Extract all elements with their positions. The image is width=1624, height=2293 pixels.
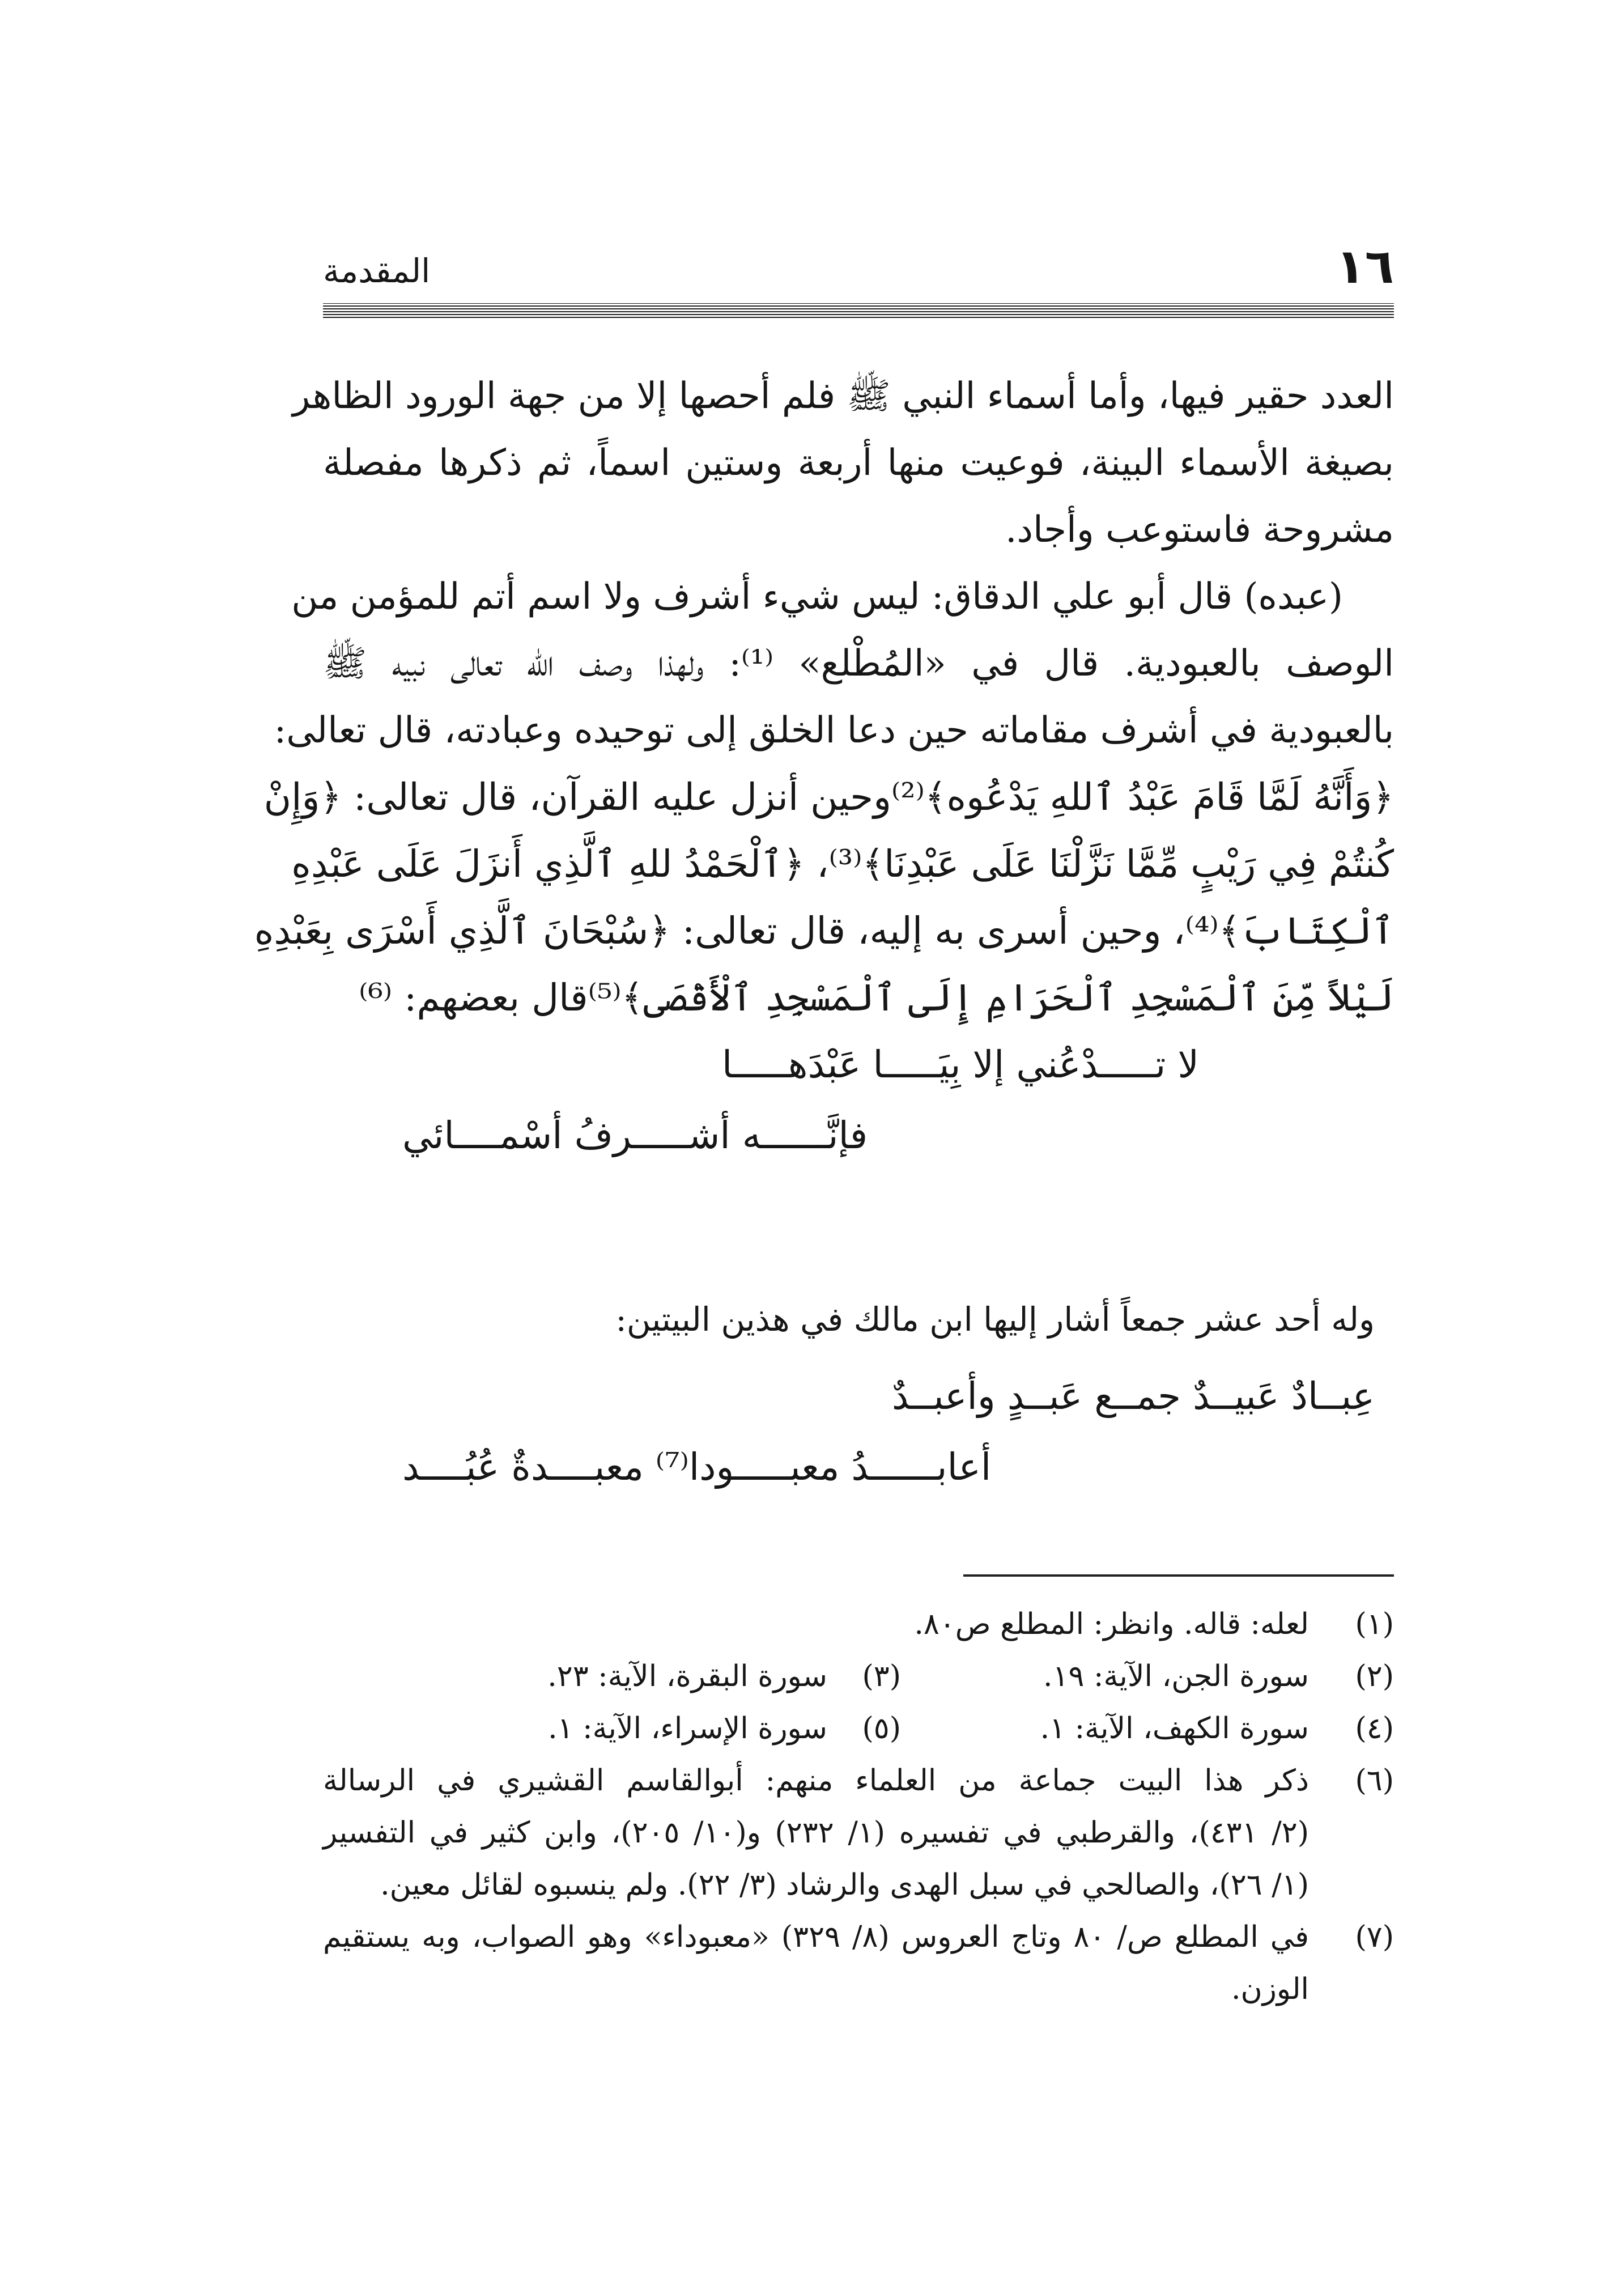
footnote-text: سورة البقرة، الآية: ٢٣.	[547, 1659, 827, 1693]
verse-1-line-1: لا تـــــدْعُني إلا بِيَـــــا عَبْدَهـــــا	[721, 1043, 1199, 1086]
footnote-text: ذكر هذا البيت جماعة من العلماء منهم: أبوالقاسم القشيري في الرسالة	[323, 1764, 1309, 1798]
footnote-6-cont	[323, 1859, 1394, 1911]
running-title: المقدمة	[323, 252, 431, 290]
footnotes	[323, 1598, 1394, 2015]
page-header	[323, 235, 1394, 298]
verse-2-line-1: عِبــادٌ عَبيــدٌ جمــع عَبــدٍ وأعبــدٌ	[891, 1374, 1375, 1418]
quran-line: لَيْلاً مِّنَ ٱلْمَسْجِدِ ٱلْحَرَامِ إِلَى ٱلْمَسْجِدِ ٱلْأَقْصَى﴾⁽⁵⁾قال بعضهم: ⁽⁶⁾	[359, 976, 1394, 1020]
body-text	[254, 363, 1395, 1031]
footnote-4-5	[323, 1702, 1394, 1755]
quran-line: ﴿وَأَنَّهُ لَمَّا قَامَ عَبْدُ ٱللهِ يَدْعُوه﴾⁽²⁾وحين أنزل عليه القرآن، قال تعالى: ﴿وَإِنْ	[263, 775, 1394, 819]
footnote-number: (٧)	[1355, 1920, 1394, 1954]
header-rule	[323, 303, 1394, 318]
footnote-text: (٢/ ٤٣١)، والقرطبي في تفسيره (١/ ٢٣٢) و(١٠/ ٢٠٥)، وابن كثير في التفسير	[323, 1816, 1309, 1850]
verse-2-line-2: أعابــــــدُ معبـــــودا⁽⁷⁾ معبــــدةٌ عُبُــــد	[402, 1445, 992, 1489]
page-number: ١٦	[1336, 239, 1394, 294]
verse-intro-line: وله أحد عشر جمعاً أشار إليها ابن مالك في هذين البيتين:	[615, 1300, 1375, 1339]
footnote-number: (٦)	[1355, 1764, 1394, 1798]
footnote-number: (٣)	[862, 1659, 901, 1693]
footnote-text: سورة الجن، الآية: ١٩.	[1043, 1659, 1309, 1693]
footnote-text: سورة الإسراء، الآية: ١.	[548, 1712, 827, 1746]
footnote-text: لعله: قاله. وانظر: المطلع ص٨٠.	[914, 1607, 1309, 1641]
footnote-1	[323, 1598, 1394, 1650]
footnote-6	[323, 1755, 1394, 1807]
footnote-text: الوزن.	[1231, 1972, 1309, 2006]
quran-line: ٱلْكِتَابَ﴾⁽⁴⁾، وحين أسرى به إليه، قال تعالى: ﴿سُبْحَانَ ٱلَّذِي أَسْرَى بِعَبْدِهِ	[254, 909, 1394, 953]
body-line: الوصف بالعبودية. قال في «المُطْلع» ⁽¹⁾: ولهذا وصف الله تعالى نبيه ﷺ	[323, 643, 1395, 685]
footnote-separator	[963, 1574, 1394, 1577]
body-line: بصيغة الأسماء البينة، فوعيت منها أربعة وستين اسماً، ثم ذكرها مفصلة	[323, 442, 1394, 484]
footnote-text: (١/ ٢٦)، والصالحي في سبل الهدى والرشاد (٣/ ٢٢). ولم ينسبوه لقائل معين.	[380, 1868, 1309, 1902]
body-line: مشروحة فاستوعب وأجاد.	[1005, 509, 1394, 551]
footnote-6-cont	[323, 1807, 1394, 1859]
body-line: العدد حقير فيها، وأما أسماء النبي ﷺ فلم أحصها إلا من جهة الورود الظاهر	[292, 375, 1394, 417]
body-line: (عبده) قال أبو علي الدقاق: ليس شيء أشرف ولا اسم أتم للمؤمن من	[291, 576, 1343, 618]
quran-line: كُنتُمْ فِي رَيْبٍ مِّمَّا نَزَّلْنَا عَلَى عَبْدِنَا﴾⁽³⁾، ﴿ٱلْحَمْدُ للهِ ٱلَّذِي أَنزَلَ عَلَى عَبْدِهِ	[291, 842, 1394, 886]
footnote-number: (٥)	[862, 1712, 901, 1746]
footnote-2-3	[323, 1650, 1394, 1702]
body-line: بالعبودية في أشرف مقاماته حين دعا الخلق إلى توحيده وعبادته، قال تعالى:	[274, 710, 1394, 751]
footnote-text: في المطلع ص/ ٨٠ وتاج العروس (٨/ ٣٢٩) «معبوداء» وهو الصواب، وبه يستقيم	[323, 1920, 1310, 1954]
verse-1-line-2: فإنَّــــــه أشـــــرفُ أسْمــــائي	[402, 1114, 868, 1157]
footnote-text: سورة الكهف، الآية: ١.	[1040, 1712, 1309, 1746]
footnote-7	[323, 1911, 1394, 1963]
footnote-number: (٤)	[1355, 1712, 1394, 1746]
footnote-number: (٢)	[1355, 1659, 1394, 1693]
footnote-7-cont	[323, 1963, 1394, 2015]
footnote-number: (١)	[1355, 1607, 1394, 1641]
